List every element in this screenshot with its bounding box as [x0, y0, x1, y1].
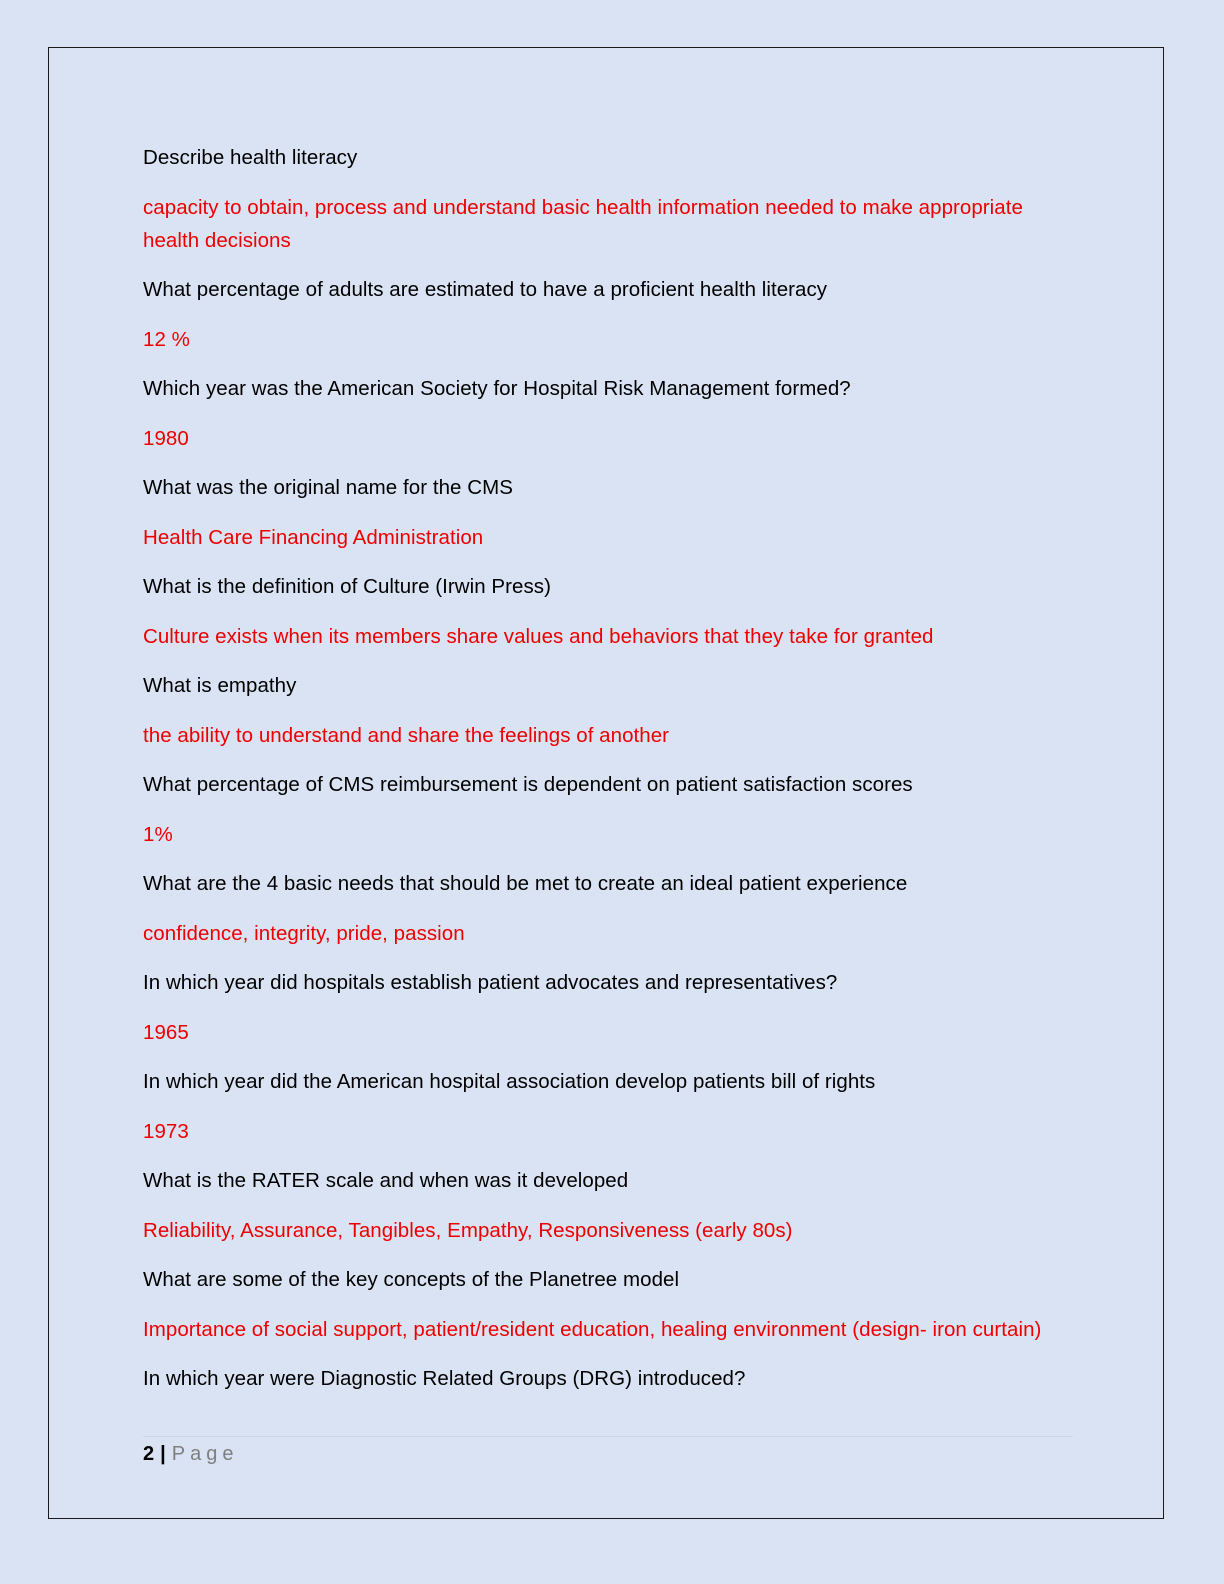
page-number: 2: [143, 1443, 155, 1465]
question-text: What are the 4 basic needs that should be met to create an ideal patient experience: [143, 872, 908, 895]
question-text: What percentage of adults are estimated to have a proficient health literacy: [143, 278, 828, 301]
answer-text: Importance of social support, patient/resident education, healing environment (design- iron curtain): [143, 1317, 1042, 1341]
question-text: Describe health literacy: [143, 146, 358, 169]
question-text: What is empathy: [143, 674, 297, 697]
document-body: [143, 141, 1073, 1412]
question-text: In which year did the American hospital association develop patients bill of rights: [143, 1070, 876, 1093]
question-text: What are some of the key concepts of the Planetree model: [143, 1268, 680, 1291]
answer-text: 1980: [143, 426, 189, 450]
question-text: What is the definition of Culture (Irwin Press): [143, 575, 551, 598]
footer-separator: |: [160, 1443, 166, 1465]
question-text: What percentage of CMS reimbursement is dependent on patient satisfaction scores: [143, 773, 913, 796]
answer-text: 1973: [143, 1119, 189, 1143]
answer-text: Health Care Financing Administration: [143, 525, 484, 549]
question-text: What was the original name for the CMS: [143, 476, 513, 499]
question-text: In which year did hospitals establish patient advocates and representatives?: [143, 971, 838, 994]
question-text: Which year was the American Society for Hospital Risk Management formed?: [143, 377, 851, 400]
answer-text: capacity to obtain, process and understand basic health information needed to make appropriate health decisions: [143, 195, 1023, 252]
answer-text: 12 %: [143, 327, 190, 351]
question-text: What is the RATER scale and when was it developed: [143, 1169, 629, 1192]
footer-divider: [143, 1436, 1073, 1437]
page-footer: [143, 1440, 238, 1468]
page-label: Page: [171, 1443, 239, 1465]
answer-text: Culture exists when its members share values and behaviors that they take for granted: [143, 624, 934, 648]
answer-text: 1965: [143, 1020, 189, 1044]
answer-text: 1%: [143, 822, 173, 846]
answer-text: Reliability, Assurance, Tangibles, Empathy, Responsiveness (early 80s): [143, 1218, 793, 1242]
answer-text: the ability to understand and share the feelings of another: [143, 723, 670, 747]
answer-text: confidence, integrity, pride, passion: [143, 921, 465, 945]
question-text: In which year were Diagnostic Related Groups (DRG) introduced?: [143, 1367, 746, 1390]
